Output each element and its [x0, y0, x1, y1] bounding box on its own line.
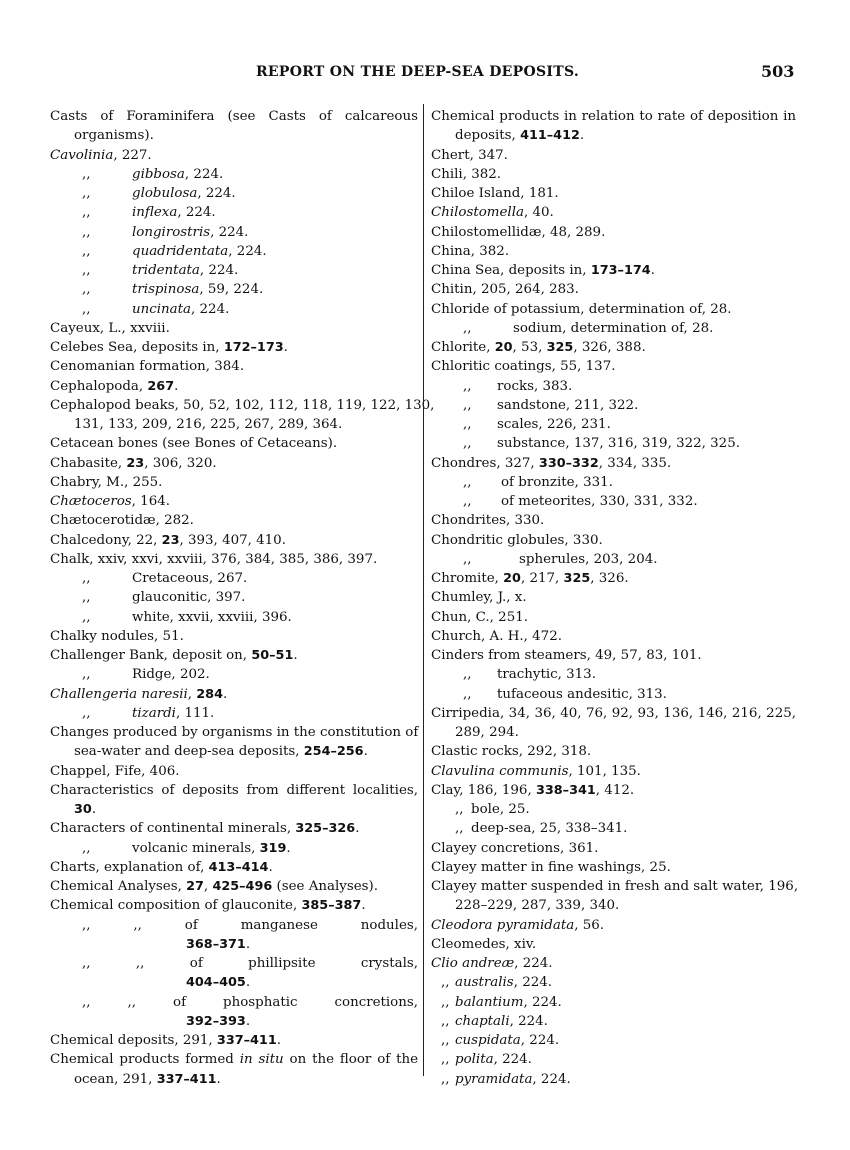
index-entry: ,, spherules, 203, 204.: [463, 551, 658, 567]
index-entry: Chemical composition of glauconite, 385–387.: [50, 898, 366, 914]
index-entry: Chalk, xxiv, xxvi, xxviii, 376, 384, 385, 386, 397.: [50, 551, 378, 567]
index-entry: ,, balantium, 224.: [441, 994, 562, 1010]
index-entry: Chumley, J., x.: [431, 590, 527, 606]
index-entry: ,, tridentata, 224.: [82, 263, 239, 278]
index-entry: Chilostomellidæ, 48, 289.: [431, 224, 606, 240]
index-entry: ,, volcanic minerals, 319.: [82, 840, 291, 856]
index-entry: ,, tufaceous andesitic, 313.: [463, 686, 667, 702]
index-column-right: [431, 107, 799, 1089]
index-entry: 131, 133, 209, 216, 225, 267, 289, 364.: [74, 417, 343, 432]
index-entry: ,, of bronzite, 331.: [463, 474, 613, 490]
index-entry: ,, Cretaceous, 267.: [82, 571, 248, 586]
index-entry: ,, of meteorites, 330, 331, 332.: [463, 494, 698, 509]
index-entry: Cenomanian formation, 384.: [50, 359, 245, 375]
index-entry: Cirripedia, 34, 36, 40, 76, 92, 93, 136, 146, 216, 225,: [431, 705, 796, 721]
index-entry: ,, ,, of phosphatic concretions,: [82, 994, 418, 1010]
index-entry: 228–229, 287, 339, 340.: [455, 898, 620, 914]
index-entry: Clay, 186, 196, 338–341, 412.: [431, 782, 635, 798]
index-entry: ,, chaptali, 224.: [441, 1013, 548, 1029]
index-entry: Cayeux, L., xxviii.: [50, 320, 170, 336]
index-entry: Chun, C., 251.: [431, 609, 528, 625]
index-entry: ,, uncinata, 224.: [82, 301, 230, 317]
index-entry: ,, globulosa, 224.: [82, 186, 236, 201]
index-entry: Charts, explanation of, 413–414.: [50, 859, 273, 875]
index-entry: deposits, 411–412.: [455, 128, 585, 144]
index-entry: Cinders from steamers, 49, 57, 83, 101.: [431, 648, 702, 663]
index-entry: Chætoceros, 164.: [50, 494, 170, 509]
index-entry: ,, quadridentata, 224.: [82, 243, 267, 259]
index-entry: Casts of Foraminifera (see Casts of calcareous: [50, 109, 418, 124]
index-entry: Chitin, 205, 264, 283.: [431, 282, 579, 298]
index-column-left: [50, 107, 435, 1089]
index-entry: ,, ,, of manganese nodules,: [82, 917, 418, 933]
index-entry: ,, scales, 226, 231.: [463, 417, 611, 432]
index-entry: Clayey matter in fine washings, 25.: [431, 859, 671, 875]
index-entry: Cetacean bones (see Bones of Cetaceans).: [50, 436, 338, 452]
index-entry: Chemical products in relation to rate of deposition in: [431, 109, 796, 124]
index-entry: Chemical products formed in situ on the floor of the: [50, 1052, 419, 1068]
index-entry: Church, A. H., 472.: [431, 628, 562, 644]
index-entry: ,, pyramidata, 224.: [441, 1071, 571, 1087]
index-entry: Chappel, Fife, 406.: [50, 763, 180, 779]
index-entry: ,, sandstone, 211, 322.: [463, 397, 639, 413]
index-entry: Chloride of potassium, determination of, 28.: [431, 301, 732, 317]
index-entry: Chili, 382.: [431, 166, 502, 182]
index-entry: Chert, 347.: [431, 147, 508, 163]
index-entry: ,, deep-sea, 25, 338–341.: [455, 821, 628, 837]
index-entry: 392–393.: [186, 1013, 251, 1029]
index-entry: Chloritic coatings, 55, 137.: [431, 359, 616, 375]
index-entry: Clio andreæ, 224.: [431, 956, 553, 971]
index-entry: Chabasite, 23, 306, 320.: [50, 455, 217, 471]
index-entry: Characteristics of deposits from different localities,: [50, 782, 418, 798]
index-entry: Chemical deposits, 291, 337–411.: [50, 1033, 282, 1048]
index-entry: Cephalopod beaks, 50, 52, 102, 112, 118, 119, 122, 130,: [50, 397, 435, 413]
index-entry: Chondrites, 330.: [431, 513, 545, 529]
index-entry: China, 382.: [431, 243, 510, 259]
index-entry: Clastic rocks, 292, 318.: [431, 744, 592, 760]
index-entry: ,, inflexa, 224.: [82, 205, 216, 221]
index-entry: ,, polita, 224.: [441, 1052, 532, 1068]
index-entry: ,, longirostris, 224.: [82, 224, 249, 240]
index-entry: Clayey matter suspended in fresh and salt water, 196,: [431, 879, 799, 894]
index-entry: Challenger Bank, deposit on, 50–51.: [50, 648, 298, 663]
index-entry: Chalcedony, 22, 23, 393, 407, 410.: [50, 532, 286, 548]
index-entry: Chiloe Island, 181.: [431, 186, 559, 201]
index-entry: Chilostomella, 40.: [431, 205, 554, 221]
index-entry: ,, white, xxvii, xxviii, 396.: [82, 609, 292, 625]
index-entry: Clayey concretions, 361.: [431, 840, 599, 856]
index-entry: ocean, 291, 337–411.: [74, 1071, 221, 1087]
index-entry: Challengeria naresii, 284.: [50, 686, 228, 702]
index-entry: Cavolinia, 227.: [50, 147, 152, 163]
index-entry: 368–371.: [186, 936, 251, 952]
index-entry: Chondritic globules, 330.: [431, 532, 603, 548]
index-entry: ,, bole, 25.: [455, 802, 530, 817]
index-entry: Cleomedes, xiv.: [431, 936, 537, 952]
index-entry: sea-water and deep-sea deposits, 254–256.: [74, 744, 368, 760]
index-entry: ,, rocks, 383.: [463, 378, 573, 394]
index-entry: ,, sodium, determination of, 28.: [463, 320, 714, 336]
index-entry: ,, Ridge, 202.: [82, 667, 210, 683]
index-entry: 30.: [74, 802, 97, 817]
index-entry: Celebes Sea, deposits in, 172–173.: [50, 340, 288, 355]
index-entry: Chabry, M., 255.: [50, 474, 163, 490]
index-entry: Chromite, 20, 217, 325, 326.: [431, 571, 629, 586]
index-entry: ,, glauconitic, 397.: [82, 590, 246, 606]
page-number: 503: [761, 62, 795, 81]
index-entry: Changes produced by organisms in the constitution of: [50, 725, 419, 740]
index-entry: 289, 294.: [455, 725, 519, 740]
index-entry: Chlorite, 20, 53, 325, 326, 388.: [431, 340, 646, 355]
index-entry: ,, ,, of phillipsite crystals,: [82, 956, 418, 971]
index-entry: ,, australis, 224.: [441, 975, 553, 991]
index-entry: Chemical Analyses, 27, 425–496 (see Analyses).: [50, 879, 378, 894]
index-entry: ,, substance, 137, 316, 319, 322, 325.: [463, 436, 740, 452]
column-divider: [423, 104, 424, 1076]
index-entry: ,, trachytic, 313.: [463, 667, 596, 683]
index-entry: Characters of continental minerals, 325–326.: [50, 821, 360, 837]
index-entry: China Sea, deposits in, 173–174.: [431, 263, 655, 278]
index-entry: ,, gibbosa, 224.: [82, 166, 224, 182]
page-header: [0, 62, 850, 86]
running-head: REPORT ON THE DEEP-SEA DEPOSITS.: [256, 64, 580, 80]
index-entry: Chætocerotidæ, 282.: [50, 513, 194, 529]
index-entry: 404–405.: [186, 975, 251, 991]
index-entry: Cleodora pyramidata, 56.: [431, 917, 605, 933]
index-entry: Clavulina communis, 101, 135.: [431, 763, 641, 779]
index-entry: Chalky nodules, 51.: [50, 628, 184, 644]
index-entry: organisms).: [74, 128, 154, 144]
index-entry: Cephalopoda, 267.: [50, 378, 179, 394]
index-entry: ,, cuspidata, 224.: [441, 1033, 560, 1048]
index-entry: ,, trispinosa, 59, 224.: [82, 282, 264, 298]
index-entry: Chondres, 327, 330–332, 334, 335.: [431, 455, 672, 471]
index-entry: ,, tizardi, 111.: [82, 705, 215, 721]
